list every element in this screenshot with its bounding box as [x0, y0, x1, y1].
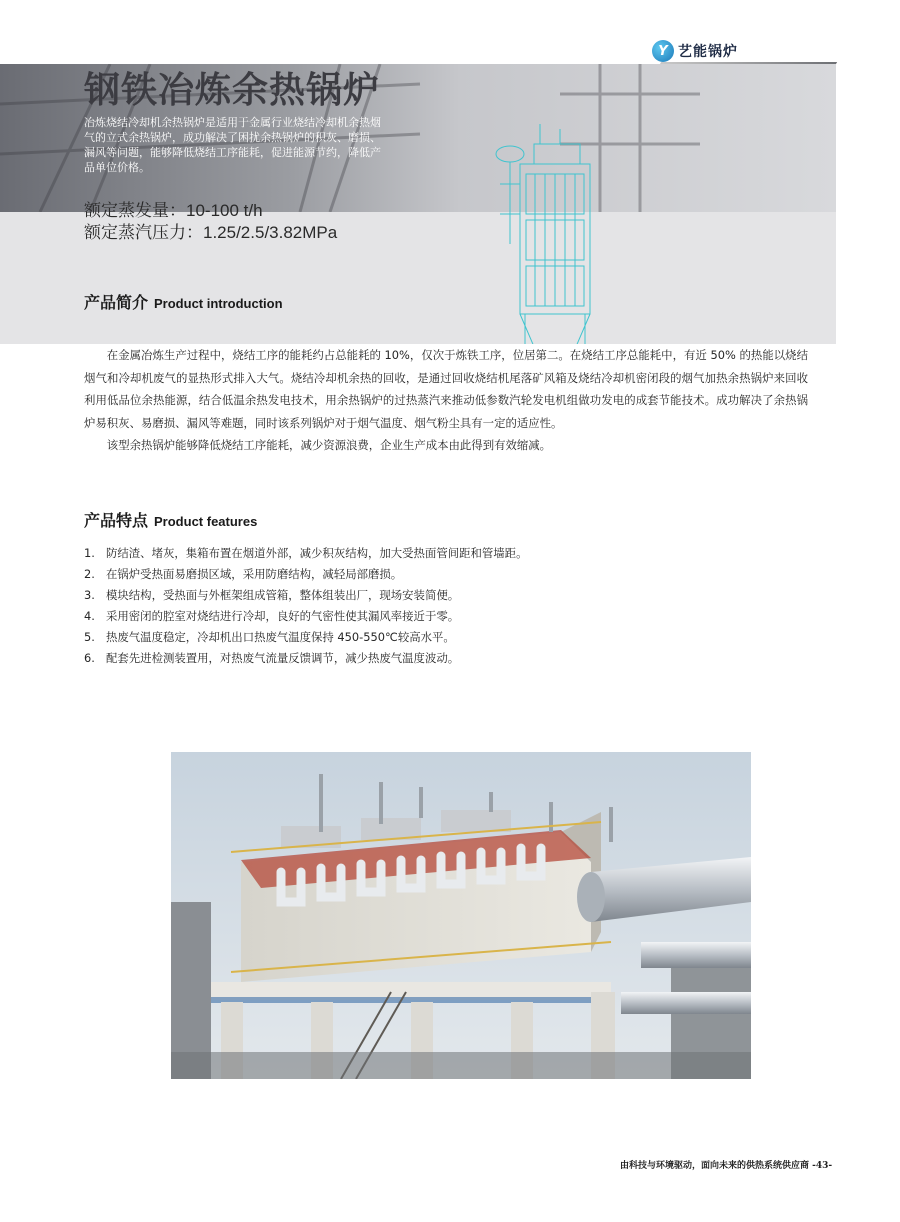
features-heading-en: Product features — [154, 514, 258, 529]
page-footer: 由科技与环境驱动，面向未来的供热系统供应商 -43- — [620, 1161, 833, 1171]
intro-heading — [84, 290, 283, 313]
list-item: 6. 配套先进检测装置用，对热废气流量反馈调节，减少热废气温度波动。 — [84, 651, 460, 665]
intro-paragraph: 在金属冶炼生产过程中，烧结工序的能耗约占总能耗的 10%，仅次于炼铁工序，位居第二。在烧结工序总能耗中，有近 50% 的热能以烧结烟气和冷却机废气的显热形式排入大气。烧结冷却机余热的回收，是通过回收烧结机尾落矿风箱及烧结冷却机密闭段的烟气加热余热锅炉来回收利用低品位余热能源，结合低温余热发电技术，用余热锅炉的过热蒸汽来推动低参数汽轮发电机组做功发电的成套节能技术。成功解决了余热锅炉易积灰、易磨损、漏风等难题，同时该系列锅炉对于烟气温度、烟气粉尘具有一定的适应性。 — [84, 348, 808, 430]
intro-body — [84, 344, 808, 457]
list-item: 5. 热废气温度稳定，冷却机出口热废气温度保持 450-550℃较高水平。 — [84, 630, 455, 644]
hero-description: 冶炼烧结冷却机余热锅炉是适用于金属行业烧结冷却机余热烟气的立式余热锅炉，成功解决了困扰余热锅炉的积灰、磨损、漏风等问题，能够降低烧结工序能耗，促进能源节约，降低产品单位价格。 — [84, 116, 381, 174]
list-item: 3. 模块结构，受热面与外框架组成管箱，整体组装出厂，现场安装简便。 — [84, 588, 460, 602]
list-item: 4. 采用密闭的腔室对烧结进行冷却，良好的气密性使其漏风率接近于零。 — [84, 609, 460, 623]
spec-steam-capacity: 额定蒸发量：10-100 t/h — [84, 201, 263, 220]
features-heading — [84, 508, 257, 531]
features-list — [84, 543, 808, 669]
boiler-plant-photo — [171, 752, 751, 1079]
brand-logo — [652, 40, 738, 62]
page-title: 钢铁冶炼余热锅炉 — [84, 70, 381, 111]
brand-name: 艺能锅炉 — [678, 44, 738, 60]
boiler-drawing-icon — [490, 124, 610, 344]
intro-heading-cn: 产品简介 — [84, 293, 149, 312]
spec-steam-pressure: 额定蒸汽压力：1.25/2.5/3.82MPa — [84, 223, 338, 242]
intro-heading-en: Product introduction — [154, 296, 283, 311]
intro-paragraph: 该型余热锅炉能够降低烧结工序能耗，减少资源浪费，企业生产成本由此得到有效缩减。 — [106, 438, 552, 452]
list-item: 2. 在锅炉受热面易磨损区域，采用防磨结构，减轻局部磨损。 — [84, 567, 403, 581]
list-item: 1. 防结渣、堵灰，集箱布置在烟道外部，减少积灰结构，加大受热面管间距和管墙距。 — [84, 546, 528, 560]
logo-icon: Y — [652, 40, 674, 62]
features-heading-cn: 产品特点 — [84, 511, 149, 530]
